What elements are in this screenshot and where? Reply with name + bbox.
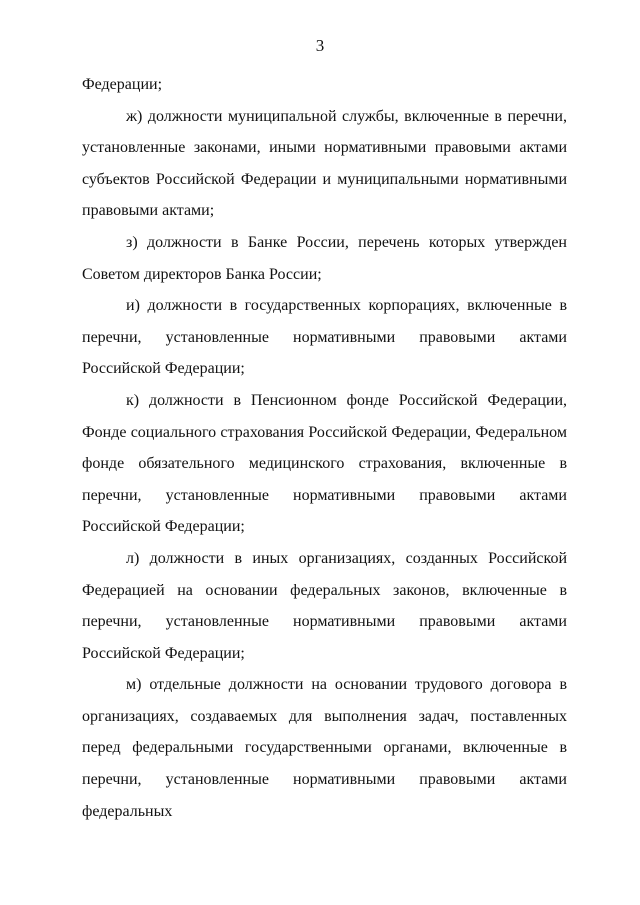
page-number: 3 [315,36,325,55]
paragraph-k: к) должности в Пенсионном фонде Российской Федерации, Фонде социального страхования Российской Федерации, Федеральном фонде обязательного медицинского страхования, включенные в перечни, установленные нормативными правовыми актами Российской Федерации; [82,391,567,536]
paragraph-m: м) отдельные должности на основании трудового договора в организациях, создаваемых для выполнения задач, поставленных перед федеральными государственными органами, включенные в перечни, установленные нормативными правовыми актами федеральных [82,676,567,820]
document-body [82,69,567,827]
paragraph-z: з) должности в Банке России, перечень которых утвержден Советом директоров Банка России; [82,233,567,283]
paragraph-l: л) должности в иных организациях, созданных Российской Федерацией на основании федеральных законов, включенные в перечни, установленные нормативными правовыми актами Российской Федерации; [82,549,567,662]
paragraph-zh: ж) должности муниципальной службы, включенные в перечни, установленные законами, иными нормативными правовыми актами субъектов Российской Федерации и муниципальными нормативными правовыми актами; [82,107,567,220]
paragraph-continuation: Федерации; [82,76,163,93]
paragraph-i: и) должности в государственных корпорациях, включенные в перечни, установленные нормативными правовыми актами Российской Федерации; [82,297,567,378]
